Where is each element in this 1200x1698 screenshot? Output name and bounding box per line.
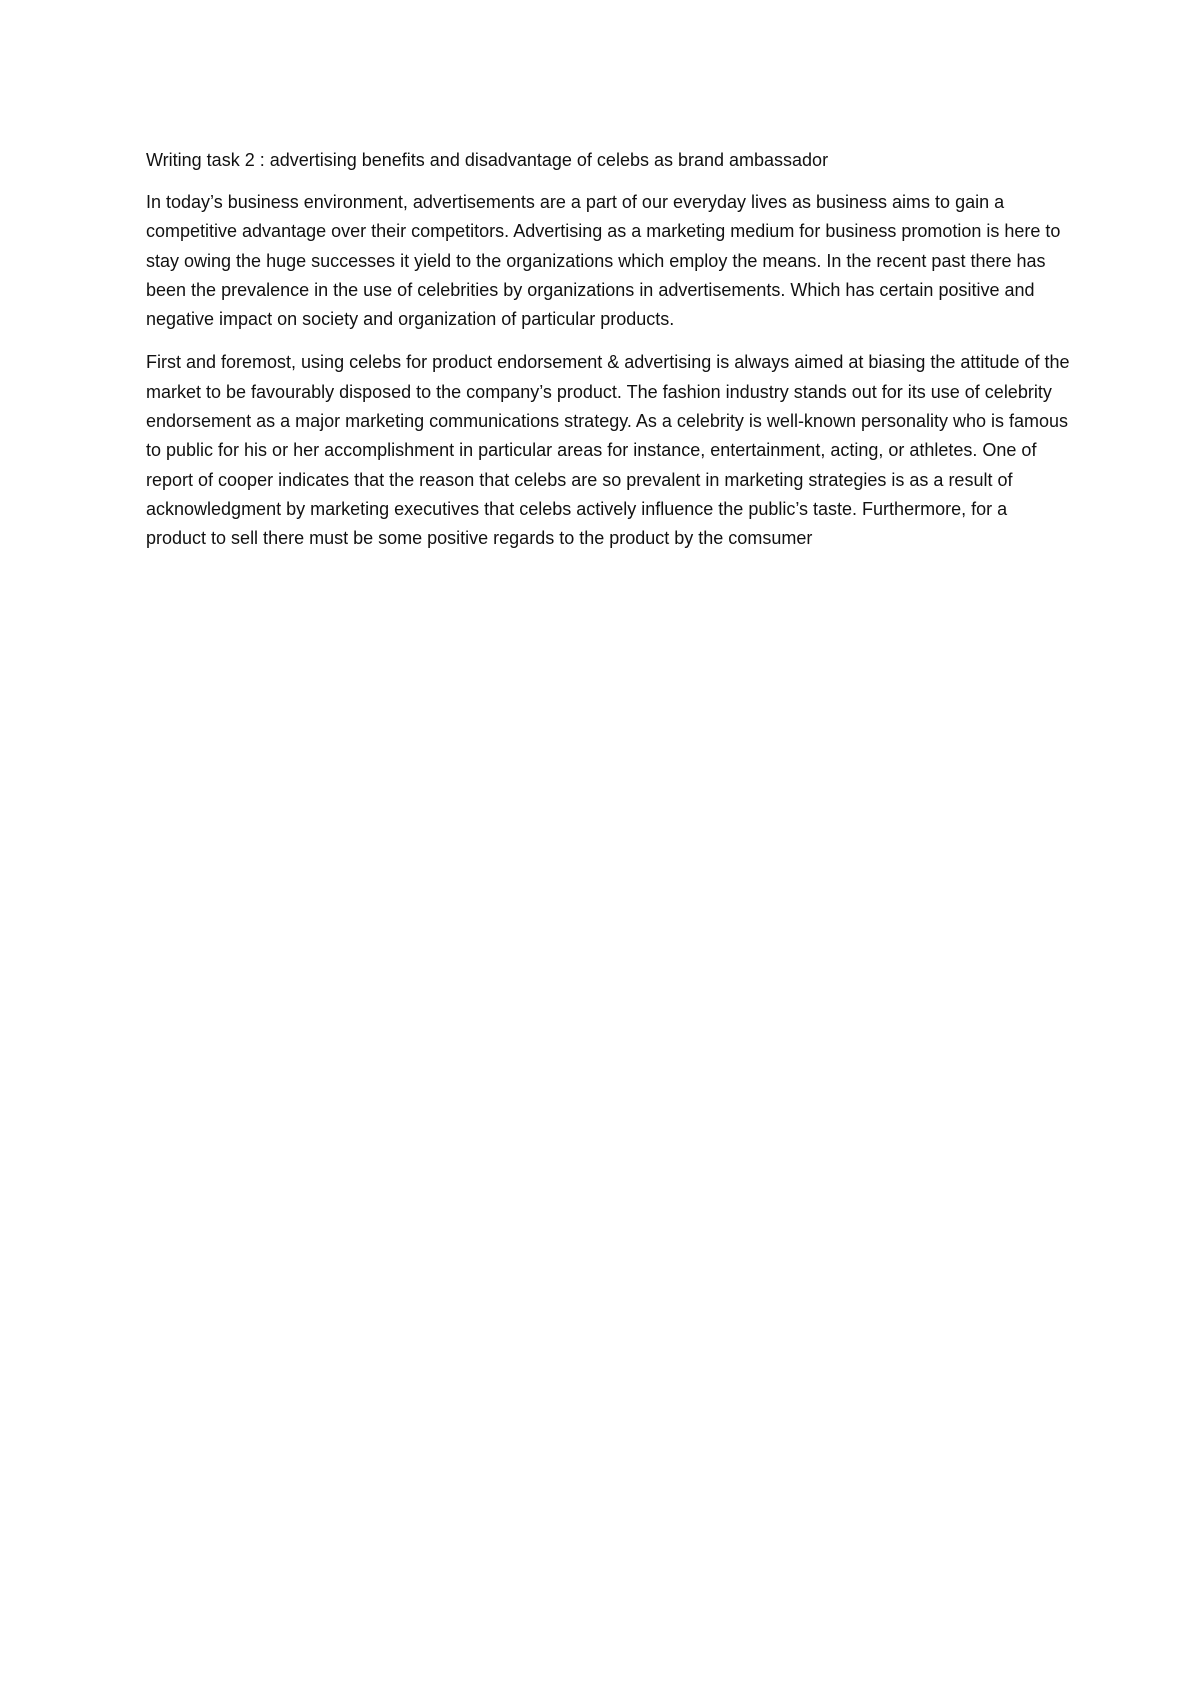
document-title: Writing task 2 : advertising benefits and disadvantage of celebs as brand ambassador xyxy=(146,150,829,170)
document-body xyxy=(146,146,1071,568)
paragraph-body: First and foremost, using celebs for product endorsement & advertising is always aimed at biasing the attitude of the market to be favourably disposed to the company’s product. The fashion industry stands out for its use of celebrity endorsement as a major marketing communications strategy. As a celebrity is well-known personality who is famous to public for his or her accomplishment in particular areas for instance, entertainment, acting, or athletes. One of report of cooper indicates that the reason that celebs are so prevalent in marketing strategies is as a result of acknowledgment by marketing executives that celebs actively influence the public’s taste. Furthermore, for a product to sell there must be some positive regards to the product by the comsumer xyxy=(146,352,1070,549)
paragraph-intro: In today’s business environment, advertisements are a part of our everyday lives as business aims to gain a competitive advantage over their competitors. Advertising as a marketing medium for business promotion is here to stay owing the huge successes it yield to the organizations which employ the means. In the recent past there has been the prevalence in the use of celebrities by organizations in advertisements. Which has certain positive and negative impact on society and organization of particular products. xyxy=(146,192,1061,330)
